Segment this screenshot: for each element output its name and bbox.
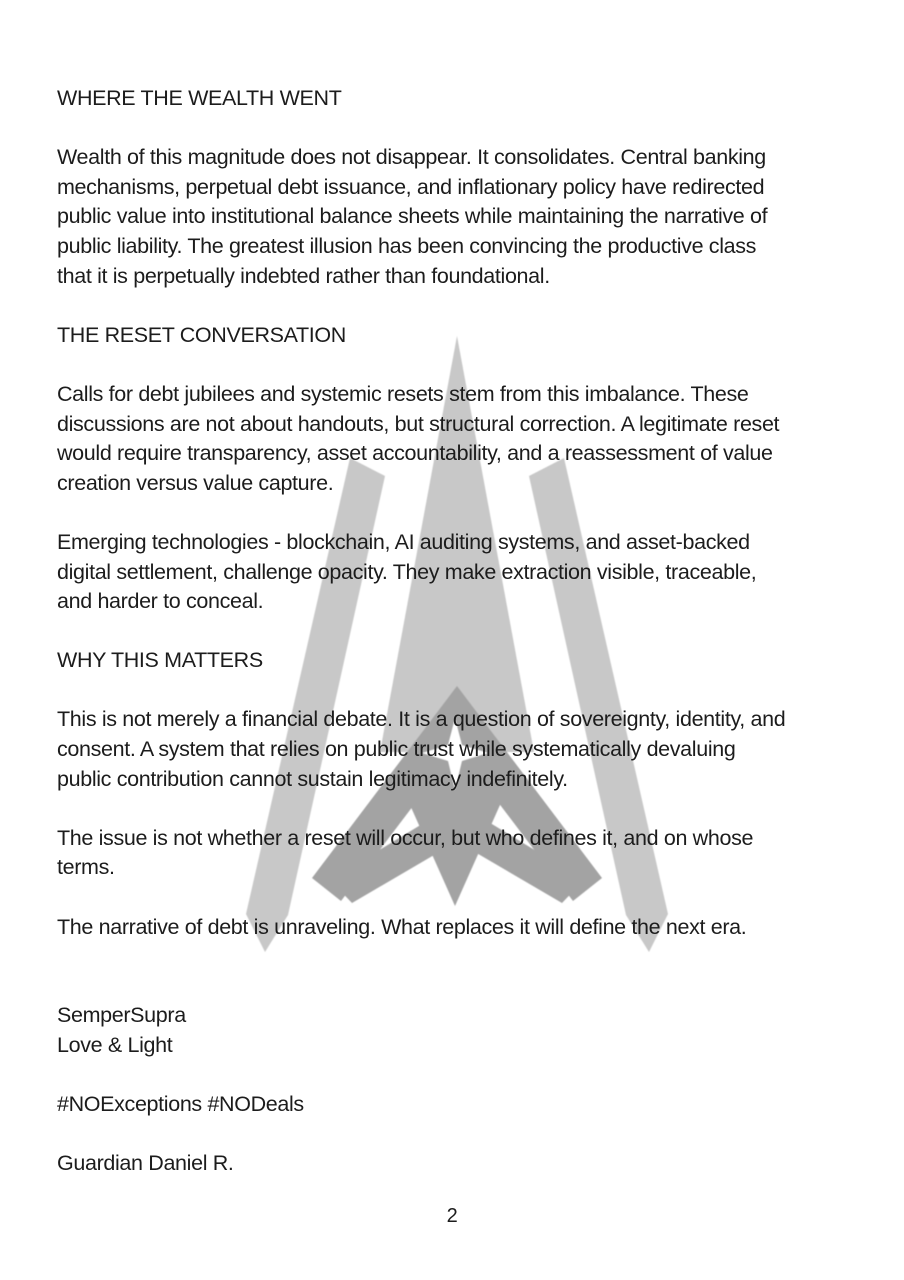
paragraph-reset-terms [57,824,868,883]
paragraph-debt-jubilees [57,380,868,498]
text-line: terms. [57,855,115,880]
text-line: The issue is not whether a reset will occur, but who defines it, and on whose [57,825,754,850]
paragraph-sovereignty [57,705,868,794]
text-line: digital settlement, challenge opacity. They make extraction visible, traceable, [57,559,757,584]
text-line: public contribution cannot sustain legitimacy indefinitely. [57,766,568,791]
section-heading-where-the-wealth-went: WHERE THE WEALTH WENT [57,86,342,110]
section-heading-why-this-matters: WHY THIS MATTERS [57,648,263,673]
text-line: The narrative of debt is unraveling. What replaces it will define the next era. [57,914,747,939]
text-line: consent. A system that relies on public trust while systematically devaluing [57,737,736,762]
text-line: This is not merely a financial debate. It is a question of sovereignty, identity, and [57,707,786,732]
text-line: that it is perpetually indebted rather than foundational. [57,263,550,288]
hashtags-line: #NOExceptions #NODeals [57,1092,304,1117]
page-number: 2 [446,1205,458,1227]
paragraph-emerging-technologies [57,528,868,617]
text-line: would require transparency, asset accountability, and a reassessment of value [57,441,773,466]
signature-semper-supra: SemperSupra [57,1003,186,1028]
paragraph-narrative-unraveling [57,913,868,943]
text-line: public liability. The greatest illusion has been convincing the productive class [57,233,757,258]
text-line: mechanisms, perpetual debt issuance, and inflationary policy have redirected [57,174,765,199]
text-line: and harder to conceal. [57,589,264,614]
signature-love-and-light: Love & Light [57,1033,173,1057]
text-line: creation versus value capture. [57,470,334,495]
text-line: Wealth of this magnitude does not disappear. It consolidates. Central banking [57,145,766,170]
text-line: discussions are not about handouts, but structural correction. A legitimate reset [57,411,780,436]
signature-block [57,1001,868,1060]
section-heading-the-reset-conversation: THE RESET CONVERSATION [57,322,346,347]
paragraph-wealth-consolidation [57,143,868,291]
text-line: Emerging technologies - blockchain, AI auditing systems, and asset-backed [57,529,750,554]
author-line: Guardian Daniel R. [57,1151,234,1176]
text-line: public value into institutional balance sheets while maintaining the narrative of [57,204,768,229]
document-content [57,84,868,1179]
text-line: Calls for debt jubilees and systemic resets stem from this imbalance. These [57,381,749,406]
